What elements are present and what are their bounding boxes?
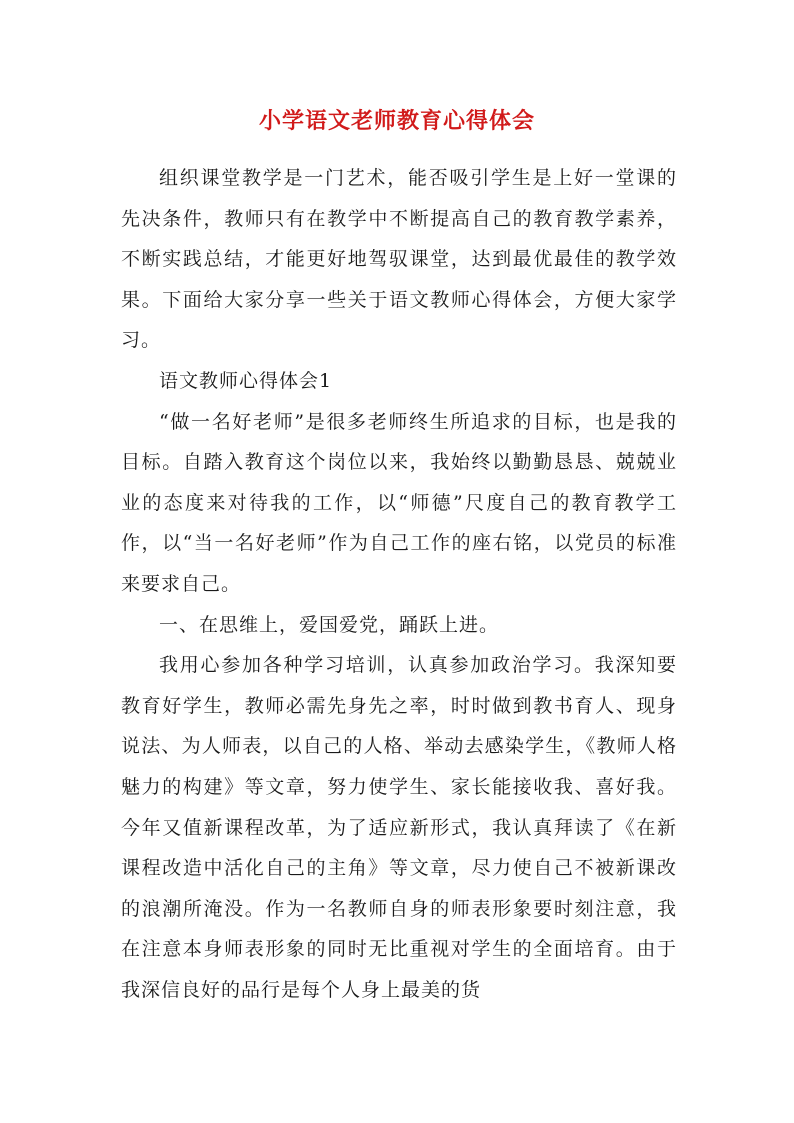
document-title: 小学语文老师教育心得体会 — [258, 108, 535, 134]
subsection-heading: 一、在思维上，爱国爱党，踊跃上进。 — [159, 613, 500, 636]
section-heading: 语文教师心得体会1 — [159, 369, 333, 392]
document-body — [121, 158, 677, 1010]
body-paragraph: “做一名好老师”是很多老师终生所追求的目标，也是我的目标。自踏入教育这个岗位以来，我始终以勤勤恳恳、兢兢业业的态度来对待我的工作，以“师德”尺度自己的教育教学工作，以“当一名好老师”作为自己工作的座右铭，以党员的标准来要求自己。 — [121, 410, 677, 595]
body-paragraph: 我用心参加各种学习培训，认真参加政治学习。我深知要教育好学生，教师必需先身先之率，时时做到教书育人、现身说法、为人师表，以自己的人格、举动去感染学生，《教师人格魅力的构建》等文章，努力使学生、家长能接收我、喜好我。今年又值新课程改革，为了适应新形式，我认真拜读了《在新课程改造中活化自己的主角》等文章，尽力使自己不被新课改的浪潮所淹没。作为一名教师自身的师表形象要时刻注意，我在注意本身师表形象的同时无比重视对学生的全面培育。由于我深信良好的品行是每个人身上最美的货 — [121, 654, 677, 1001]
intro-paragraph: 组织课堂教学是一门艺术，能否吸引学生是上好一堂课的先决条件，教师只有在教学中不断提高自己的教育教学素养，不断实践总结，才能更好地驾驭课堂，达到最优最佳的教学效果。下面给大家分享一些关于语文教师心得体会，方便大家学习。 — [121, 167, 677, 352]
